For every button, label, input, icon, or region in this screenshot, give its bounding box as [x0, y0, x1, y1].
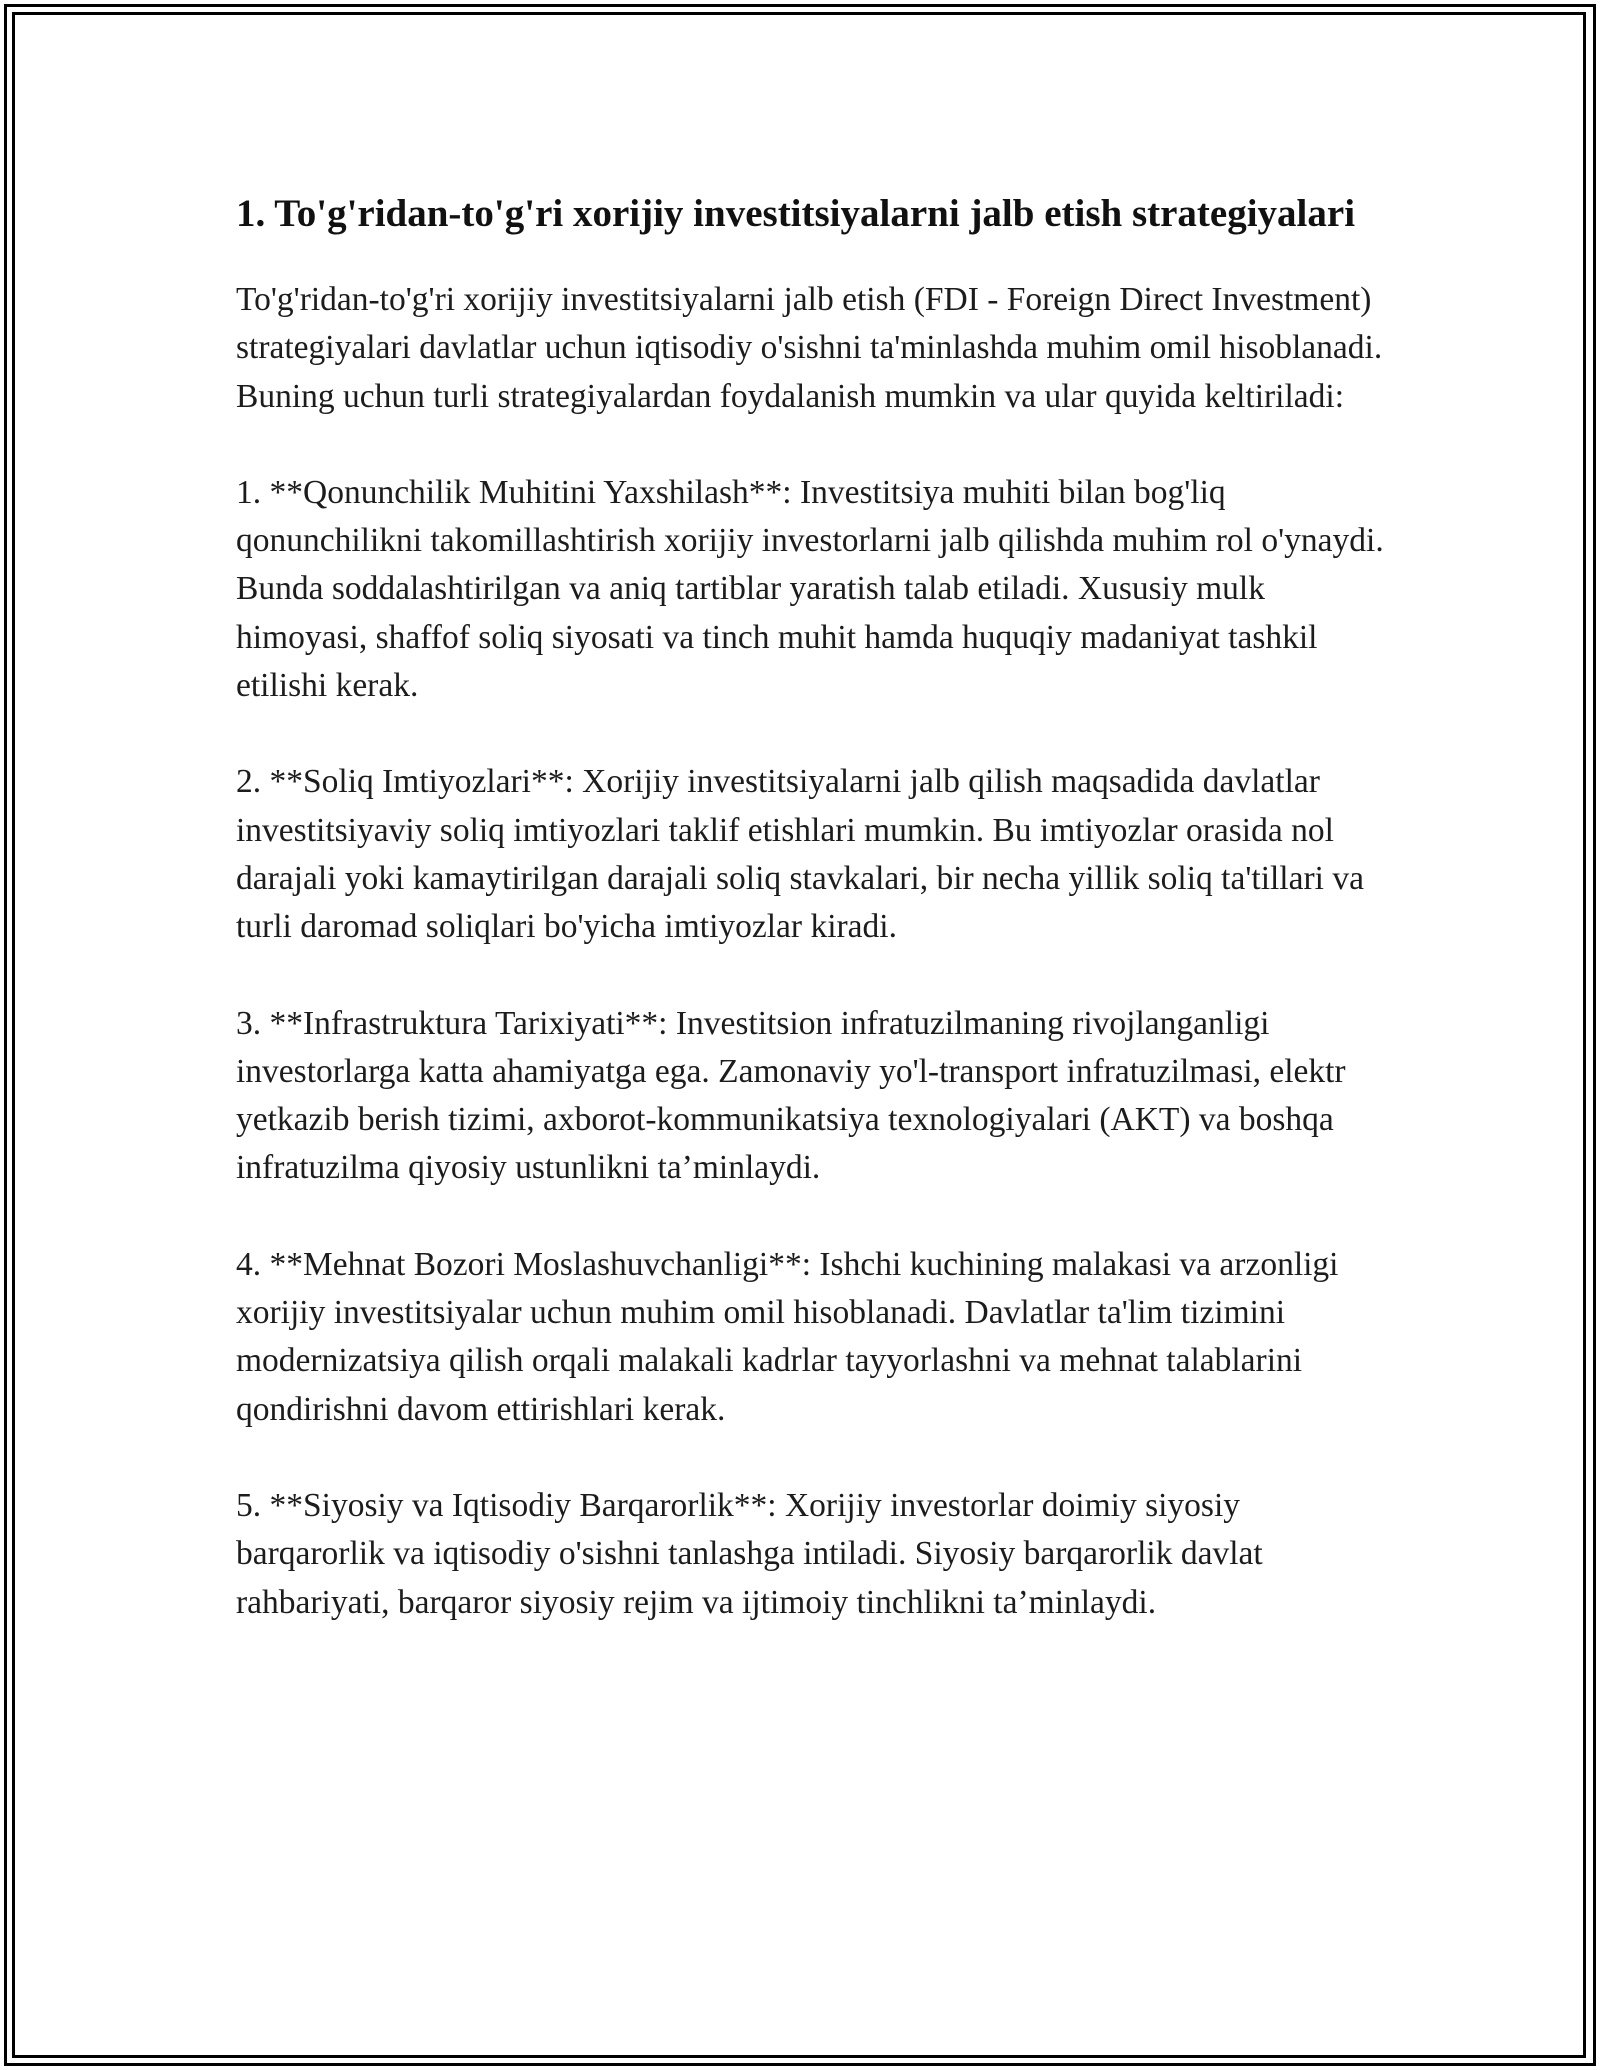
intro-paragraph: To'g'ridan-to'g'ri xorijiy investitsiyalarni jalb etish (FDI - Foreign Direct Investment) strategiyalari davlatlar uchun iqtisodiy o'sishni ta'minlashda muhim omil hisoblanadi. Buning uchun turli strategiyalardan foydalanish mumkin va ular quyida keltiriladi:: [236, 281, 1383, 415]
list-item-infrastructure: 3. **Infrastruktura Tarixiyati**: Investitsion infratuzilmaning rivojlanganligi investorlarga katta ahamiyatga ega. Zamonaviy yo'l-transport infratuzilmasi, elektr yetkazib berish tizimi, axborot-kommunikatsiya texnologiyalari (AKT) va boshqa infratuzilma qiyosiy ustunlikni ta’minlaydi.: [236, 1004, 1346, 1187]
list-item-legislation: 1. **Qonunchilik Muhitini Yaxshilash**: Investitsiya muhiti bilan bog'liq qonunchilikni takomillashtirish xorijiy investorlarni jalb qilishda muhim rol o'ynaydi. Bunda soddalashtirilgan va aniq tartiblar yaratish talab etiladi. Xususiy mulk himoyasi, shaffof soliq siyosati va tinch muhit hamda huquqiy madaniyat tashkil etilishi kerak.: [236, 473, 1384, 705]
list-item-tax-incentives: 2. **Soliq Imtiyozlari**: Xorijiy investitsiyalarni jalb qilish maqsadida davlatlar investitsiyaviy soliq imtiyozlari taklif etishlari mumkin. Bu imtiyozlar orasida nol darajali yoki kamaytirilgan darajali soliq stavkalari, bir necha yillik soliq ta'tillari va turli daromad soliqlari bo'yicha imtiyozlar kiradi.: [236, 763, 1364, 946]
section-heading: 1. To'g'ridan-to'g'ri xorijiy investitsiyalarni jalb etish strategiyalari: [236, 192, 1356, 235]
document-page: [236, 186, 1386, 1675]
list-item-stability: 5. **Siyosiy va Iqtisodiy Barqarorlik**: Xorijiy investorlar doimiy siyosiy barqarorlik va iqtisodiy o'sishni tanlashga intiladi. Siyosiy barqarorlik davlat rahbariyati, barqaror siyosiy rejim va ijtimoiy tinchlikni ta’minlaydi.: [236, 1486, 1263, 1621]
list-item-labor-market: 4. **Mehnat Bozori Moslashuvchanligi**: Ishchi kuchining malakasi va arzonligi xorijiy investitsiyalar uchun muhim omil hisoblanadi. Davlatlar ta'lim tizimini modernizatsiya qilish orqali malakali kadrlar tayyorlashni va mehnat talablarini qondirishni davom ettirishlari kerak.: [236, 1245, 1339, 1428]
